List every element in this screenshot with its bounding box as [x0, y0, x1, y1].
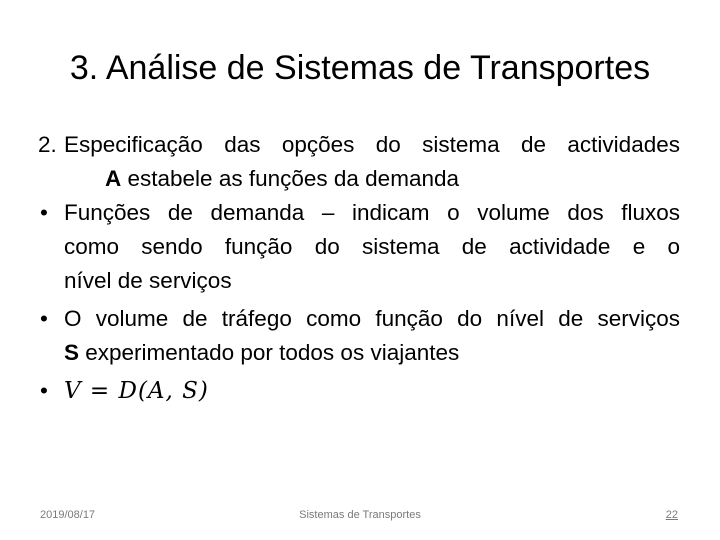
variable-s: S — [64, 340, 80, 365]
bullet-volume-line-2 — [64, 336, 680, 370]
bullet-marker: • — [40, 378, 48, 403]
bullet-volume-line-1: O volume de tráfego como função do nível de serviços — [64, 306, 680, 331]
slide-body — [40, 128, 680, 408]
footer-title: Sistemas de Transportes — [299, 509, 421, 521]
bullet-traffic-volume — [40, 302, 680, 370]
demand-formula: V = D(A, S) — [64, 378, 209, 404]
item-number-marker: 2. — [38, 132, 57, 157]
bullet-demand-functions — [40, 196, 680, 298]
variable-a: A — [105, 166, 122, 191]
item-2-line-2 — [64, 162, 680, 196]
numbered-item-2 — [40, 128, 680, 196]
item-2-line-1: Especificação das opções do sistema de actividades — [64, 132, 680, 157]
slide-title: 3. Análise de Sistemas de Transportes — [69, 49, 651, 87]
page-number: 22 — [665, 509, 678, 521]
bullet-marker: • — [40, 200, 48, 225]
bullet-volume-line-2-text: experimentado por todos os viajantes — [79, 340, 460, 365]
bullet-formula — [40, 374, 680, 408]
footer-date: 2019/08/17 — [40, 509, 96, 521]
item-2-line-2-text: estabele as funções da demanda — [121, 166, 459, 191]
bullet-demand-line-2: como sendo função do sistema de actividade e o — [64, 234, 680, 259]
bullet-marker: • — [40, 306, 48, 331]
bullet-demand-line-3: nível de serviços — [64, 268, 232, 293]
bullet-demand-line-1: Funções de demanda – indicam o volume dos fluxos — [64, 200, 680, 225]
